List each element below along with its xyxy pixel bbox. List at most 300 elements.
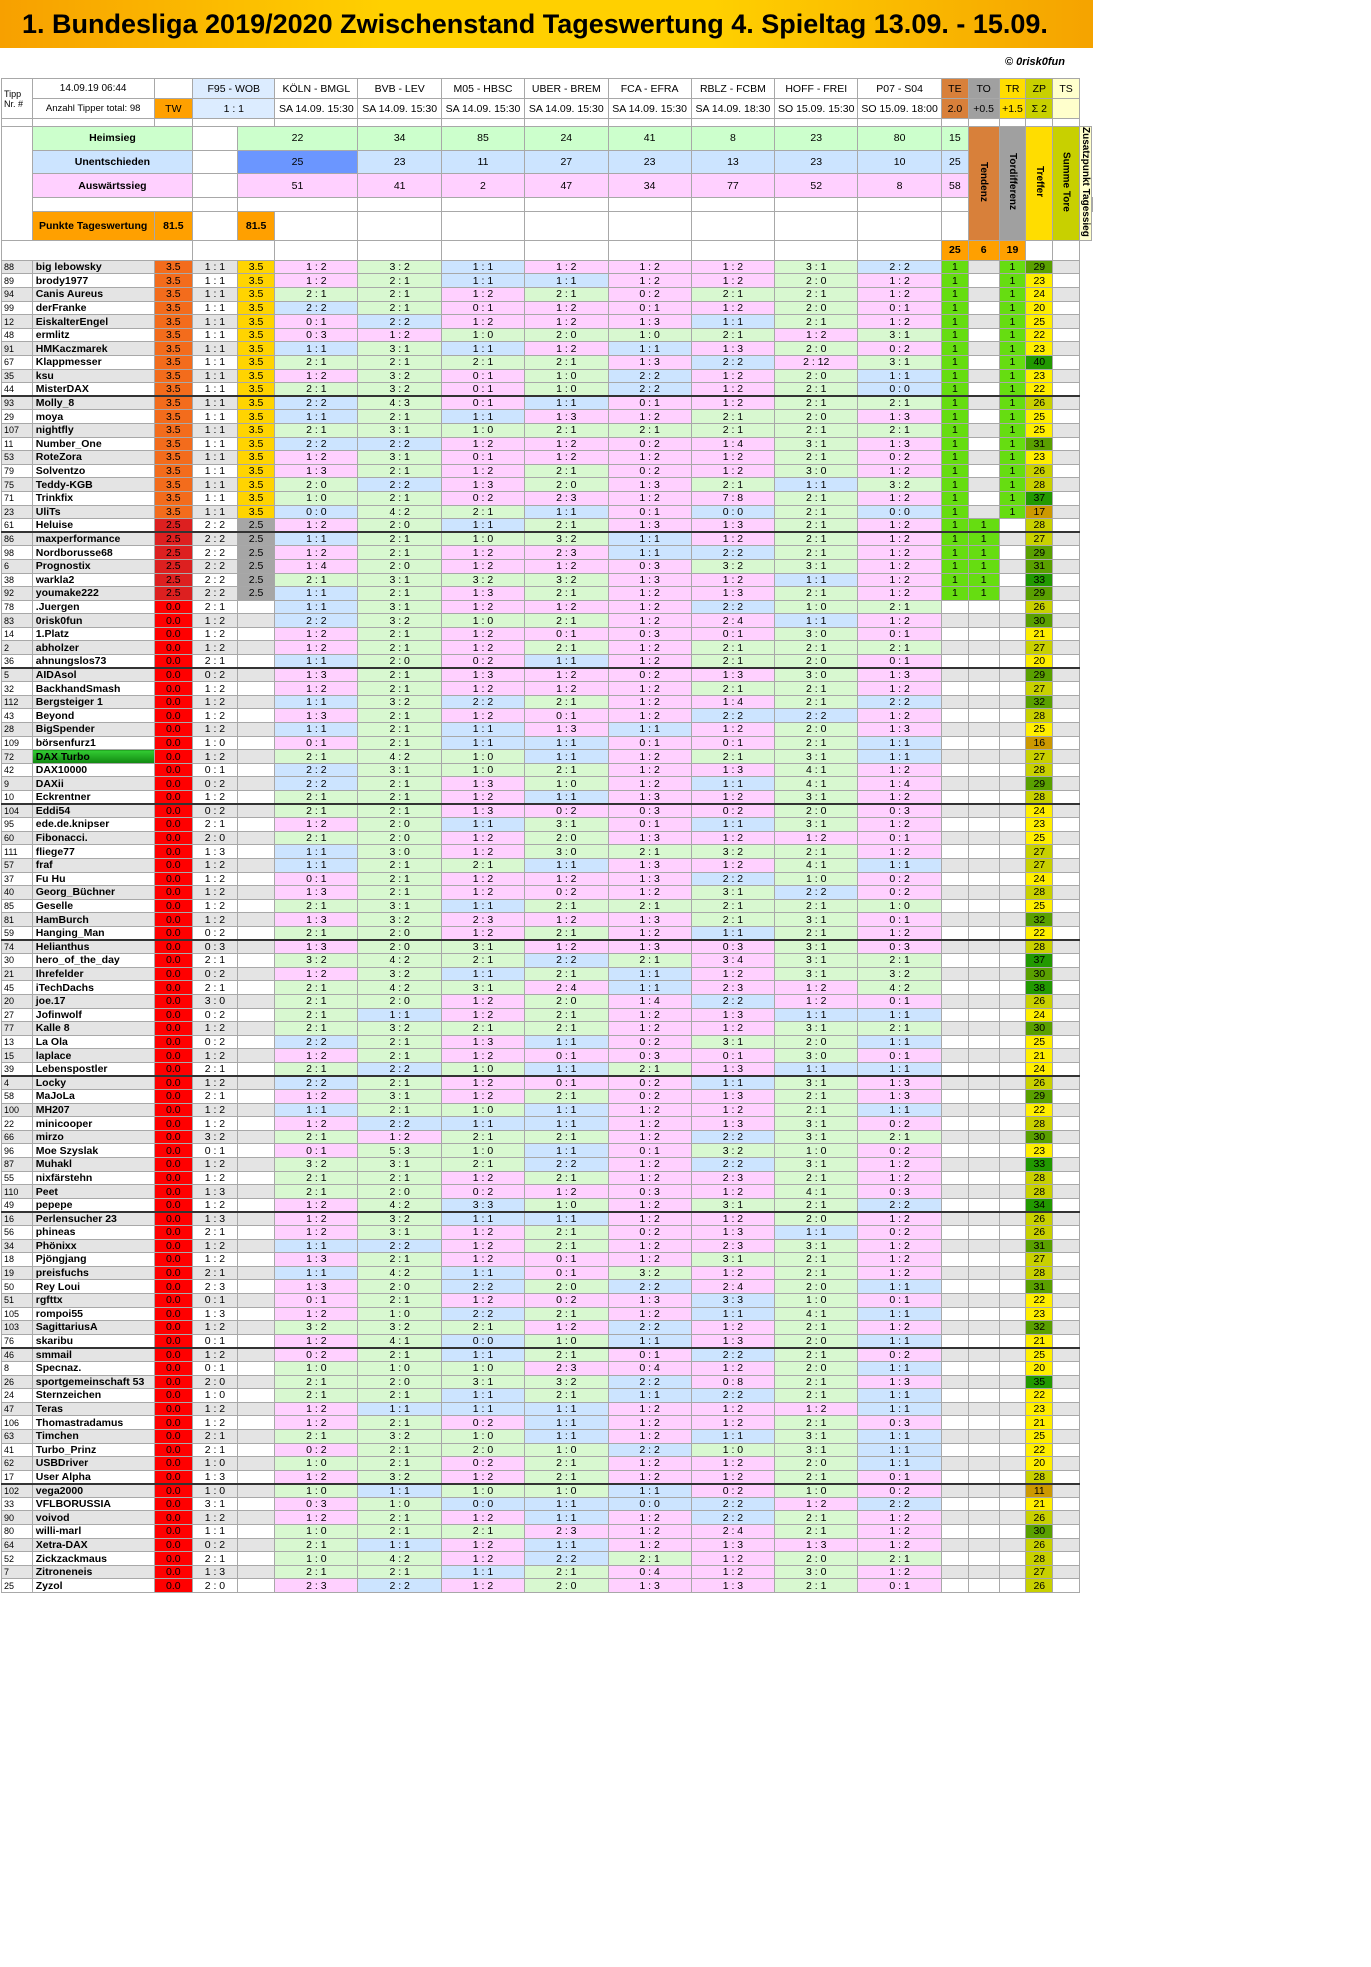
to-cell (968, 1416, 999, 1430)
tip-game-3: 1 : 2 (442, 288, 525, 302)
unentschieden-7: 10 (858, 150, 942, 174)
tipp-nr: 30 (2, 954, 33, 968)
hit-game-0 (237, 1348, 275, 1362)
tipper-name: Heluise (32, 519, 154, 533)
tip-game-8: 1 : 3 (858, 723, 942, 737)
to-cell (968, 369, 999, 383)
zp-cell: 28 (1026, 519, 1053, 533)
tipper-name: USBDriver (32, 1457, 154, 1471)
tip-game-8: 1 : 3 (858, 1375, 942, 1389)
tip-game-7: 2 : 0 (775, 723, 858, 737)
hit-game-0: 3.5 (237, 288, 275, 302)
tip-game-5: 0 : 3 (608, 559, 691, 573)
tip-game-0: 1 : 2 (193, 1402, 238, 1416)
table-row (2, 478, 1093, 492)
tip-game-8: 1 : 1 (858, 1103, 942, 1117)
tr-cell (999, 872, 1026, 886)
tw-value: 0.0 (154, 967, 193, 981)
tipp-nr: 99 (2, 301, 33, 315)
tipper-name: Moe Szyslak (32, 1144, 154, 1158)
tip-game-0: 0 : 2 (193, 777, 238, 791)
tipp-nr: 32 (2, 682, 33, 696)
tip-game-7: 1 : 2 (775, 328, 858, 342)
tw-value: 2.5 (154, 532, 193, 546)
tip-game-7: 2 : 1 (775, 532, 858, 546)
tw-value: 2.5 (154, 546, 193, 560)
tip-game-4: 3 : 2 (524, 532, 608, 546)
tw-value: 0.0 (154, 1375, 193, 1389)
te-cell (942, 1565, 969, 1579)
heimsieg-5: 8 (691, 127, 775, 151)
hit-game-0 (237, 709, 275, 723)
tip-game-6: 2 : 1 (691, 913, 775, 927)
table-row (2, 709, 1093, 723)
to-cell (968, 1484, 999, 1498)
tipp-nr: 57 (2, 858, 33, 872)
tr-cell: 1 (999, 301, 1026, 315)
tip-game-0: 1 : 2 (193, 682, 238, 696)
tip-game-6: 2 : 2 (691, 872, 775, 886)
tr-cell (999, 1117, 1026, 1131)
zp-cell: 17 (1026, 505, 1053, 519)
tip-game-8: 2 : 1 (858, 423, 942, 437)
tip-game-6: 3 : 1 (691, 1253, 775, 1267)
tip-game-5: 0 : 3 (608, 804, 691, 818)
tip-game-2: 1 : 0 (358, 1307, 442, 1321)
hit-game-0 (237, 655, 275, 669)
tip-game-7: 1 : 1 (775, 1008, 858, 1022)
tipp-nr: 45 (2, 981, 33, 995)
te-cell (942, 1239, 969, 1253)
hit-game-0: 2.5 (237, 519, 275, 533)
table-row (2, 1375, 1093, 1389)
tip-game-7: 2 : 1 (775, 288, 858, 302)
tipper-name: Beyond (32, 709, 154, 723)
tip-game-0: 0 : 1 (193, 1334, 238, 1348)
tip-game-3: 0 : 2 (442, 491, 525, 505)
to-cell (968, 954, 999, 968)
tip-game-3: 1 : 2 (442, 1090, 525, 1104)
te-cell (942, 1144, 969, 1158)
tw-value: 0.0 (154, 994, 193, 1008)
tip-game-6: 2 : 1 (691, 288, 775, 302)
hit-game-0: 3.5 (237, 328, 275, 342)
zp-cell: 32 (1026, 1321, 1053, 1335)
tip-game-8: 1 : 2 (858, 546, 942, 560)
tw-value: 0.0 (154, 1239, 193, 1253)
tip-game-5: 0 : 2 (608, 1090, 691, 1104)
hit-game-0: 3.5 (237, 383, 275, 397)
tip-game-6: 2 : 2 (691, 1158, 775, 1172)
tip-game-0: 2 : 1 (193, 1062, 238, 1076)
table-row (2, 1062, 1093, 1076)
te-cell (942, 1103, 969, 1117)
tip-game-6: 1 : 2 (691, 573, 775, 587)
hit-game-0 (237, 614, 275, 628)
tipper-name: smmail (32, 1348, 154, 1362)
tipper-name: Muhakl (32, 1158, 154, 1172)
zp-cell: 21 (1026, 1497, 1053, 1511)
tip-game-4: 1 : 2 (524, 315, 608, 329)
tr-cell: 1 (999, 260, 1026, 274)
tip-game-1: 2 : 1 (275, 926, 358, 940)
tip-game-0: 1 : 2 (193, 1158, 238, 1172)
tipper-name: nightfly (32, 423, 154, 437)
tip-game-5: 0 : 1 (608, 1348, 691, 1362)
te-cell (942, 872, 969, 886)
tip-game-2: 2 : 0 (358, 1375, 442, 1389)
hit-game-0: 3.5 (237, 356, 275, 370)
zp-cell: 21 (1026, 1334, 1053, 1348)
tip-game-0: 1 : 2 (193, 1022, 238, 1036)
to-cell (968, 1565, 999, 1579)
spacer-cell (942, 198, 969, 212)
tip-game-6: 1 : 3 (691, 1226, 775, 1240)
te-cell (942, 1538, 969, 1552)
tip-game-5: 1 : 2 (608, 926, 691, 940)
tipp-nr: 10 (2, 791, 33, 805)
hit-game-0 (237, 1212, 275, 1226)
tipper-name: pepepe (32, 1198, 154, 1212)
tr-cell (999, 641, 1026, 655)
tr-cell: 1 (999, 369, 1026, 383)
te-cell (942, 1130, 969, 1144)
te-cell (942, 1185, 969, 1199)
tip-game-8: 1 : 1 (858, 858, 942, 872)
game-date-4: SA 14.09. 15:30 (524, 99, 608, 119)
tipp-nr: 39 (2, 1062, 33, 1076)
zp-cell: 25 (1026, 423, 1053, 437)
tw-value: 0.0 (154, 886, 193, 900)
tipper-name: Sternzeichen (32, 1389, 154, 1403)
tipp-nr: 27 (2, 1008, 33, 1022)
tipper-name: ede.de.knipser (32, 818, 154, 832)
to-cell (968, 736, 999, 750)
zp-cell: 33 (1026, 1158, 1053, 1172)
tipp-nr: 107 (2, 423, 33, 437)
spacer-cell (1026, 119, 1053, 127)
tip-game-3: 1 : 2 (442, 627, 525, 641)
tip-game-6: 2 : 2 (691, 356, 775, 370)
tw-value: 0.0 (154, 682, 193, 696)
tr-cell: 1 (999, 383, 1026, 397)
te-cell (942, 1022, 969, 1036)
tip-game-4: 2 : 1 (524, 1090, 608, 1104)
game-date-2: SA 14.09. 15:30 (358, 99, 442, 119)
table-row (2, 464, 1093, 478)
tip-game-7: 2 : 1 (775, 1389, 858, 1403)
tip-game-2: 4 : 2 (358, 1552, 442, 1566)
tw-value: 0.0 (154, 1171, 193, 1185)
to-cell (968, 437, 999, 451)
tip-game-8: 0 : 2 (858, 1484, 942, 1498)
tip-game-1: 2 : 1 (275, 1375, 358, 1389)
tip-game-3: 1 : 0 (442, 614, 525, 628)
tip-game-0: 1 : 1 (193, 301, 238, 315)
tip-game-6: 2 : 1 (691, 641, 775, 655)
tip-game-1: 2 : 2 (275, 763, 358, 777)
to-cell (968, 1239, 999, 1253)
tr-cell (999, 1429, 1026, 1443)
to-cell (968, 1307, 999, 1321)
tip-game-5: 0 : 2 (608, 1076, 691, 1090)
tip-game-4: 3 : 2 (524, 573, 608, 587)
tip-game-8: 0 : 2 (858, 451, 942, 465)
tipper-name: Geselle (32, 899, 154, 913)
tip-game-7: 3 : 1 (775, 1130, 858, 1144)
tip-game-0: 0 : 2 (193, 1035, 238, 1049)
tip-game-3: 1 : 1 (442, 1389, 525, 1403)
tip-game-2: 2 : 1 (358, 1076, 442, 1090)
tip-game-0: 2 : 1 (193, 1090, 238, 1104)
zp-cell: 22 (1026, 328, 1053, 342)
tip-game-6: 1 : 2 (691, 464, 775, 478)
tip-game-4: 2 : 1 (524, 1307, 608, 1321)
tipper-name: Georg_Büchner (32, 886, 154, 900)
tip-game-1: 2 : 1 (275, 804, 358, 818)
tipp-nr: 92 (2, 587, 33, 601)
tip-game-8: 0 : 3 (858, 1416, 942, 1430)
tw-value: 2.5 (154, 519, 193, 533)
te-cell (942, 655, 969, 669)
tip-game-8: 0 : 1 (858, 627, 942, 641)
tip-game-8: 0 : 1 (858, 1470, 942, 1484)
tip-game-8: 2 : 1 (858, 1130, 942, 1144)
tipp-nr: 37 (2, 872, 33, 886)
tr-cell (999, 1402, 1026, 1416)
zp-cell: 25 (1026, 899, 1053, 913)
ts-cell (1053, 1429, 1080, 1443)
to-cell (968, 872, 999, 886)
tip-game-5: 0 : 1 (608, 736, 691, 750)
tip-game-6: 3 : 2 (691, 559, 775, 573)
hit-game-0 (237, 1565, 275, 1579)
to-cell (968, 342, 999, 356)
tip-game-2: 4 : 2 (358, 505, 442, 519)
ts-cell (1053, 288, 1080, 302)
table-row (2, 328, 1093, 342)
blank-cell (2, 127, 33, 241)
ts-cell (1053, 655, 1080, 669)
ts-cell (1053, 437, 1080, 451)
ts-cell (1053, 1375, 1080, 1389)
zp-cell: 24 (1026, 804, 1053, 818)
to-cell (968, 1130, 999, 1144)
hit-game-0 (237, 1266, 275, 1280)
hit-game-0 (237, 926, 275, 940)
blank-cell (524, 240, 608, 260)
tip-game-3: 3 : 1 (442, 1375, 525, 1389)
tip-game-1: 1 : 0 (275, 1361, 358, 1375)
tipp-nr: 14 (2, 627, 33, 641)
hit-game-0 (237, 627, 275, 641)
tipp-nr: 6 (2, 559, 33, 573)
auswaertssieg-8: 58 (942, 174, 969, 198)
blank-cell (2, 240, 193, 260)
tr-cell (999, 709, 1026, 723)
tip-game-2: 4 : 2 (358, 1198, 442, 1212)
tip-game-7: 1 : 0 (775, 1484, 858, 1498)
tip-game-2: 3 : 1 (358, 573, 442, 587)
tip-game-4: 1 : 2 (524, 342, 608, 356)
tip-game-2: 2 : 1 (358, 1511, 442, 1525)
tip-game-8: 1 : 2 (858, 491, 942, 505)
tr-cell (999, 886, 1026, 900)
tip-game-8: 1 : 1 (858, 1307, 942, 1321)
table-row (2, 1511, 1093, 1525)
tip-game-7: 3 : 1 (775, 750, 858, 764)
tip-game-1: 1 : 2 (275, 1402, 358, 1416)
tip-game-2: 2 : 1 (358, 464, 442, 478)
hit-game-0 (237, 981, 275, 995)
to-cell (968, 1144, 999, 1158)
te-cell: 1 (942, 342, 969, 356)
tw-value: 0.0 (154, 736, 193, 750)
tw-value: 0.0 (154, 1429, 193, 1443)
tip-game-1: 1 : 3 (275, 668, 358, 682)
tip-game-4: 1 : 2 (524, 940, 608, 954)
copyright: © 0risk0fun (1004, 56, 1065, 68)
tip-game-0: 1 : 2 (193, 1416, 238, 1430)
tip-game-1: 2 : 1 (275, 1008, 358, 1022)
tip-game-1: 2 : 3 (275, 1579, 358, 1593)
tip-game-2: 3 : 1 (358, 899, 442, 913)
tw-value: 0.0 (154, 763, 193, 777)
tip-game-4: 2 : 1 (524, 926, 608, 940)
tip-game-1: 1 : 1 (275, 600, 358, 614)
ts-cell (1053, 994, 1080, 1008)
tipper-name: Klappmesser (32, 356, 154, 370)
tip-game-6: 2 : 2 (691, 1511, 775, 1525)
ts-cell (1053, 519, 1080, 533)
to-cell (968, 627, 999, 641)
tip-game-4: 2 : 1 (524, 587, 608, 601)
blank-cell (193, 174, 238, 198)
tip-game-2: 2 : 1 (358, 872, 442, 886)
tipper-name: minicooper (32, 1117, 154, 1131)
tip-game-0: 2 : 1 (193, 1266, 238, 1280)
tip-game-6: 2 : 4 (691, 1280, 775, 1294)
blank-cell (691, 212, 775, 241)
to-cell (968, 1552, 999, 1566)
tr-cell (999, 1307, 1026, 1321)
table-row (2, 913, 1093, 927)
tip-game-1: 1 : 2 (275, 1416, 358, 1430)
tipp-nr: 11 (2, 437, 33, 451)
tip-game-5: 1 : 2 (608, 1470, 691, 1484)
ts-cell (1053, 1321, 1080, 1335)
table-row (2, 655, 1093, 669)
tip-game-3: 1 : 2 (442, 1470, 525, 1484)
tip-game-4: 2 : 0 (524, 1280, 608, 1294)
zp-cell: 25 (1026, 1348, 1053, 1362)
tr-cell (999, 1348, 1026, 1362)
zp-cell: 22 (1026, 1389, 1053, 1403)
tr-cell (999, 1416, 1026, 1430)
ts-cell (1053, 1497, 1080, 1511)
tip-game-2: 3 : 0 (358, 845, 442, 859)
tip-game-7: 3 : 1 (775, 1443, 858, 1457)
blank-cell (442, 240, 525, 260)
to-cell (968, 668, 999, 682)
tip-game-0: 2 : 1 (193, 1552, 238, 1566)
to-cell (968, 260, 999, 274)
tip-game-1: 2 : 1 (275, 1022, 358, 1036)
tip-game-6: 1 : 2 (691, 1457, 775, 1471)
te-cell: 1 (942, 478, 969, 492)
tw-value: 0.0 (154, 614, 193, 628)
tipper-name: iTechDachs (32, 981, 154, 995)
tip-game-5: 1 : 2 (608, 1008, 691, 1022)
tip-game-3: 1 : 2 (442, 1008, 525, 1022)
zp-cell: 29 (1026, 1090, 1053, 1104)
tip-game-1: 1 : 1 (275, 1239, 358, 1253)
tw-value: 3.5 (154, 369, 193, 383)
heimsieg-7: 80 (858, 127, 942, 151)
te-cell: 1 (942, 356, 969, 370)
table-row (2, 777, 1093, 791)
tip-game-2: 1 : 1 (358, 1538, 442, 1552)
tip-game-1: 1 : 1 (275, 587, 358, 601)
tip-game-1: 2 : 2 (275, 437, 358, 451)
hit-game-0: 2.5 (237, 587, 275, 601)
tipp-nr: 74 (2, 940, 33, 954)
tipp-nr: 80 (2, 1525, 33, 1539)
tr-cell: 1 (999, 356, 1026, 370)
hit-game-0 (237, 736, 275, 750)
table-row (2, 1239, 1093, 1253)
tip-game-7: 2 : 1 (775, 396, 858, 410)
game-header-2: BVB - LEV (358, 79, 442, 99)
ts-cell (1053, 1334, 1080, 1348)
hit-game-0 (237, 1253, 275, 1267)
tip-game-4: 2 : 0 (524, 328, 608, 342)
tip-game-6: 3 : 4 (691, 954, 775, 968)
punkte-game1: 81.5 (237, 212, 275, 241)
tw-value: 0.0 (154, 1022, 193, 1036)
tip-game-1: 2 : 1 (275, 1062, 358, 1076)
ts-cell (1053, 872, 1080, 886)
tipp-nr: 25 (2, 1579, 33, 1593)
tip-game-3: 1 : 2 (442, 1076, 525, 1090)
tip-game-4: 1 : 0 (524, 1443, 608, 1457)
tip-game-7: 3 : 1 (775, 967, 858, 981)
tip-game-0: 2 : 2 (193, 546, 238, 560)
tip-game-2: 2 : 1 (358, 791, 442, 805)
zp-cell: 23 (1026, 818, 1053, 832)
zp-cell: 34 (1026, 1198, 1053, 1212)
tipp-nr: 23 (2, 505, 33, 519)
tip-game-6: 1 : 2 (691, 967, 775, 981)
tip-game-5: 1 : 2 (608, 1117, 691, 1131)
blank-cell (154, 79, 193, 99)
tipper-name: Solventzo (32, 464, 154, 478)
tip-game-8: 1 : 2 (858, 1171, 942, 1185)
to-cell (968, 1429, 999, 1443)
ts-cell (1053, 1348, 1080, 1362)
tip-game-7: 2 : 1 (775, 1321, 858, 1335)
tw-value: 0.0 (154, 1144, 193, 1158)
zp-cell: 29 (1026, 668, 1053, 682)
zp-cell: 22 (1026, 926, 1053, 940)
zp-cell: 27 (1026, 682, 1053, 696)
tip-game-3: 1 : 0 (442, 763, 525, 777)
ts-cell (1053, 641, 1080, 655)
tip-game-7: 1 : 2 (775, 831, 858, 845)
tipper-name: .Juergen (32, 600, 154, 614)
tipper-name: fraf (32, 858, 154, 872)
tip-game-0: 2 : 2 (193, 573, 238, 587)
